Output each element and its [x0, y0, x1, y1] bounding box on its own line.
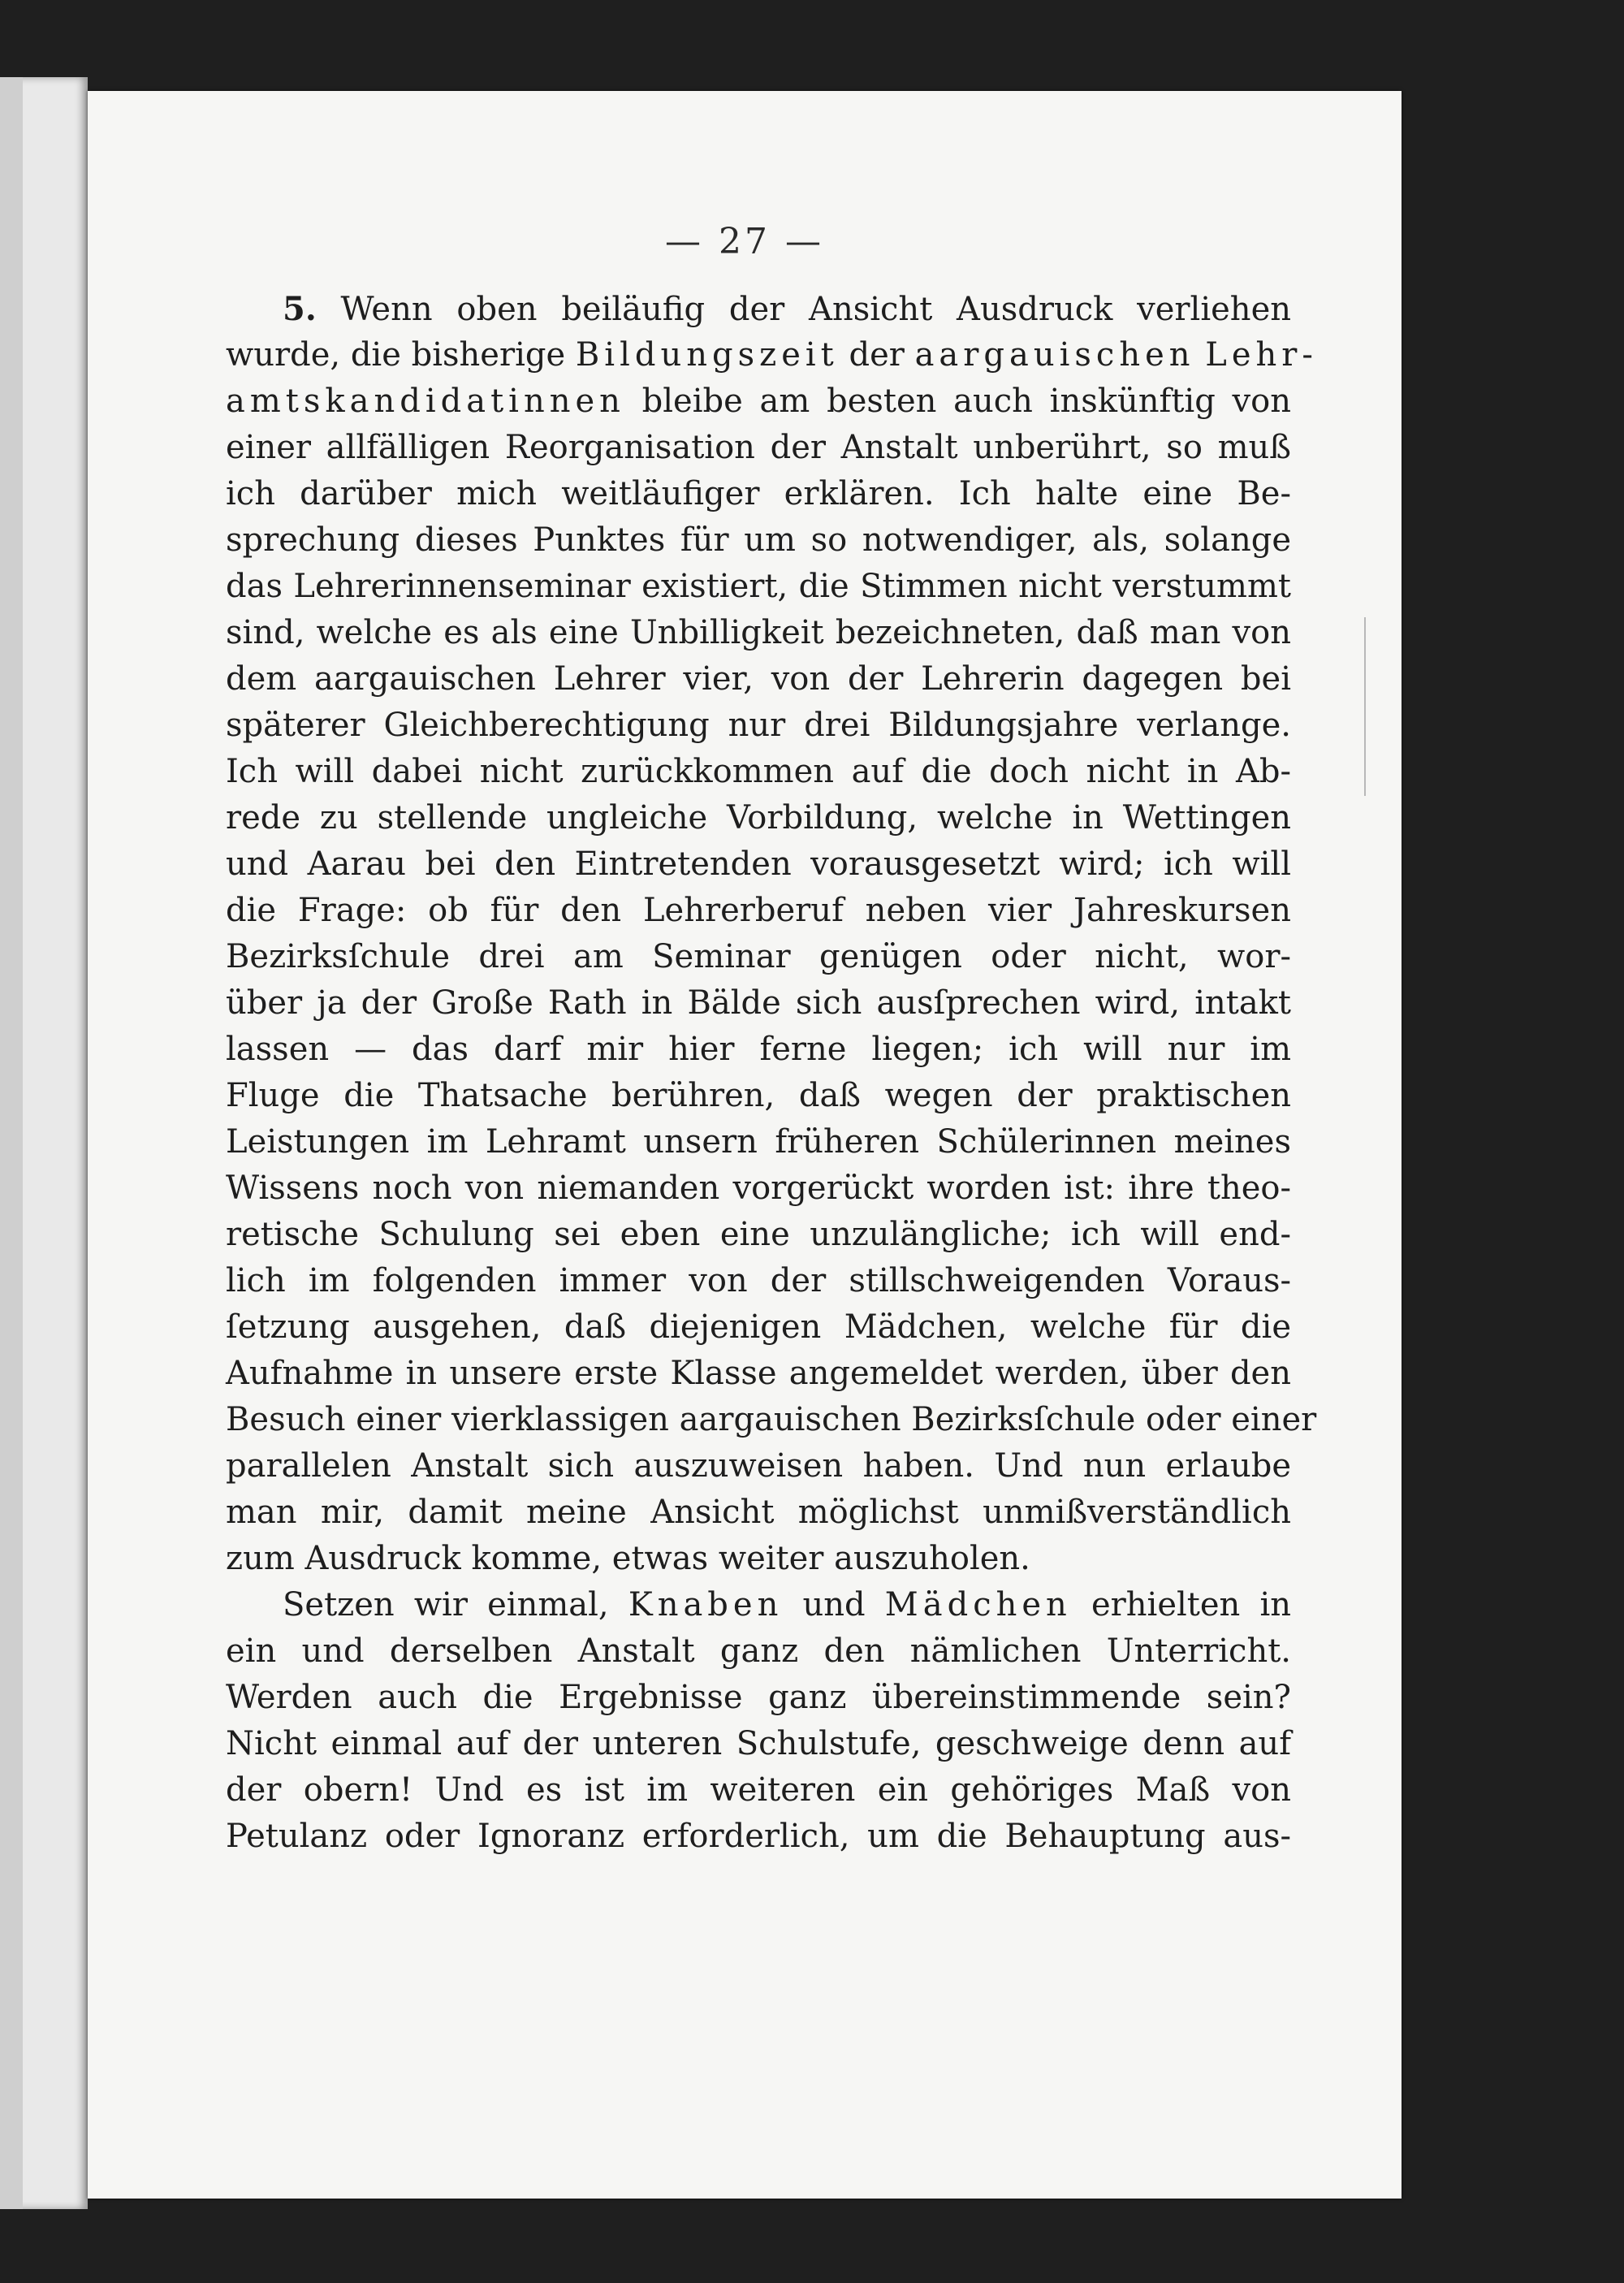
margin-mark: [1364, 617, 1366, 796]
text-line: sind, welche es als eine Unbilligkeit bezeichneten, daß man von: [226, 614, 1291, 651]
text-line: späterer Gleichberechtigung nur drei Bildungsjahre verlange.: [226, 707, 1291, 744]
text-line: einer allfälligen Reorganisation der Anstalt unberührt, so muß: [226, 429, 1291, 466]
emphasis: Mädchen: [884, 1586, 1072, 1624]
text-line: und Aarau bei den Eintretenden vorausgesetzt wird; ich will: [226, 845, 1291, 883]
text-line: das Lehrerinnenseminar existiert, die Stimmen nicht verstummt: [226, 568, 1291, 605]
text-line: über ja der Große Rath in Bälde sich ausſprechen wird, intakt: [226, 984, 1291, 1022]
text-line: der obern! Und es ist im weiteren ein gehöriges Maß von: [226, 1771, 1291, 1809]
text-line: Nicht einmal auf der unteren Schulstufe, geschweige denn auf: [226, 1725, 1291, 1762]
body-text: [226, 286, 1318, 1860]
text-line: wurde, die bisherige Bildungszeit der aargauischen Lehr-: [226, 336, 1318, 374]
previous-page-strip: [0, 77, 23, 2209]
section-number: 5.: [283, 290, 317, 328]
book-page: [88, 91, 1402, 2199]
emphasis: Lehr-: [1205, 336, 1318, 374]
text-line: sprechung dieses Punktes für um so notwendiger, als, solange: [226, 521, 1291, 559]
page-number: — 27 —: [665, 221, 824, 262]
text-line: Ich will dabei nicht zurückkommen auf die doch nicht in Ab-: [226, 753, 1291, 790]
text-line: parallelen Anstalt sich auszuweisen haben. Und nun erlaube: [226, 1447, 1291, 1485]
text-line: ſetzung ausgehen, daß diejenigen Mädchen, welche für die: [226, 1308, 1291, 1346]
text-line: ein und derselben Anstalt ganz den nämlichen Unterricht.: [226, 1632, 1291, 1670]
text-line: Aufnahme in unsere erste Klasse angemeldet werden, über den: [226, 1355, 1291, 1392]
text-line: die Frage: ob für den Lehrerberuf neben vier Jahreskursen: [226, 892, 1291, 929]
text-line: rede zu stellende ungleiche Vorbildung, welche in Wettingen: [226, 799, 1291, 837]
text-line: amtskandidatinnen bleibe am besten auch inskünftig von: [226, 383, 1291, 420]
text-line: Besuch einer vierklassigen aargauischen Bezirksſchule oder einer: [226, 1401, 1317, 1438]
text-line: Leistungen im Lehramt unsern früheren Schülerinnen meines: [226, 1123, 1291, 1161]
text-line: Fluge die Thatsache berühren, daß wegen der praktischen: [226, 1077, 1291, 1114]
text-line: Petulanz oder Ignoranz erforderlich, um die Behauptung aus-: [226, 1818, 1291, 1855]
text-line: zum Ausdruck komme, etwas weiter auszuholen.: [226, 1540, 1030, 1577]
text-line: 5. Wenn oben beiläufig der Ansicht Ausdruck verliehen: [283, 290, 1291, 328]
text-line: lich im folgenden immer von der stillschweigenden Voraus-: [226, 1262, 1291, 1299]
emphasis: aargauischen: [914, 336, 1195, 374]
text-line: lassen — das darf mir hier ferne liegen; ich will nur im: [226, 1031, 1291, 1068]
emphasis: Knaben: [628, 1586, 784, 1624]
text-line: ich darüber mich weitläufiger erklären. Ich halte eine Be-: [226, 475, 1291, 512]
text-line: Wissens noch von niemanden vorgerückt worden ist: ihre theo-: [226, 1170, 1291, 1207]
text-line: retische Schulung sei eben eine unzulängliche; ich will end-: [226, 1216, 1291, 1253]
text-line: Werden auch die Ergebnisse ganz übereinstimmende sein?: [226, 1679, 1291, 1716]
text-line: Setzen wir einmal, Knaben und Mädchen erhielten in: [283, 1586, 1292, 1624]
text-line: dem aargauischen Lehrer vier, von der Lehrerin dagegen bei: [226, 660, 1291, 698]
emphasis: amtskandidatinnen: [226, 383, 625, 420]
text-line: Bezirksſchule drei am Seminar genügen oder nicht, wor-: [226, 938, 1291, 975]
text-line: man mir, damit meine Ansicht möglichst unmißverständlich: [226, 1494, 1291, 1531]
emphasis: Bildungszeit: [575, 336, 839, 374]
